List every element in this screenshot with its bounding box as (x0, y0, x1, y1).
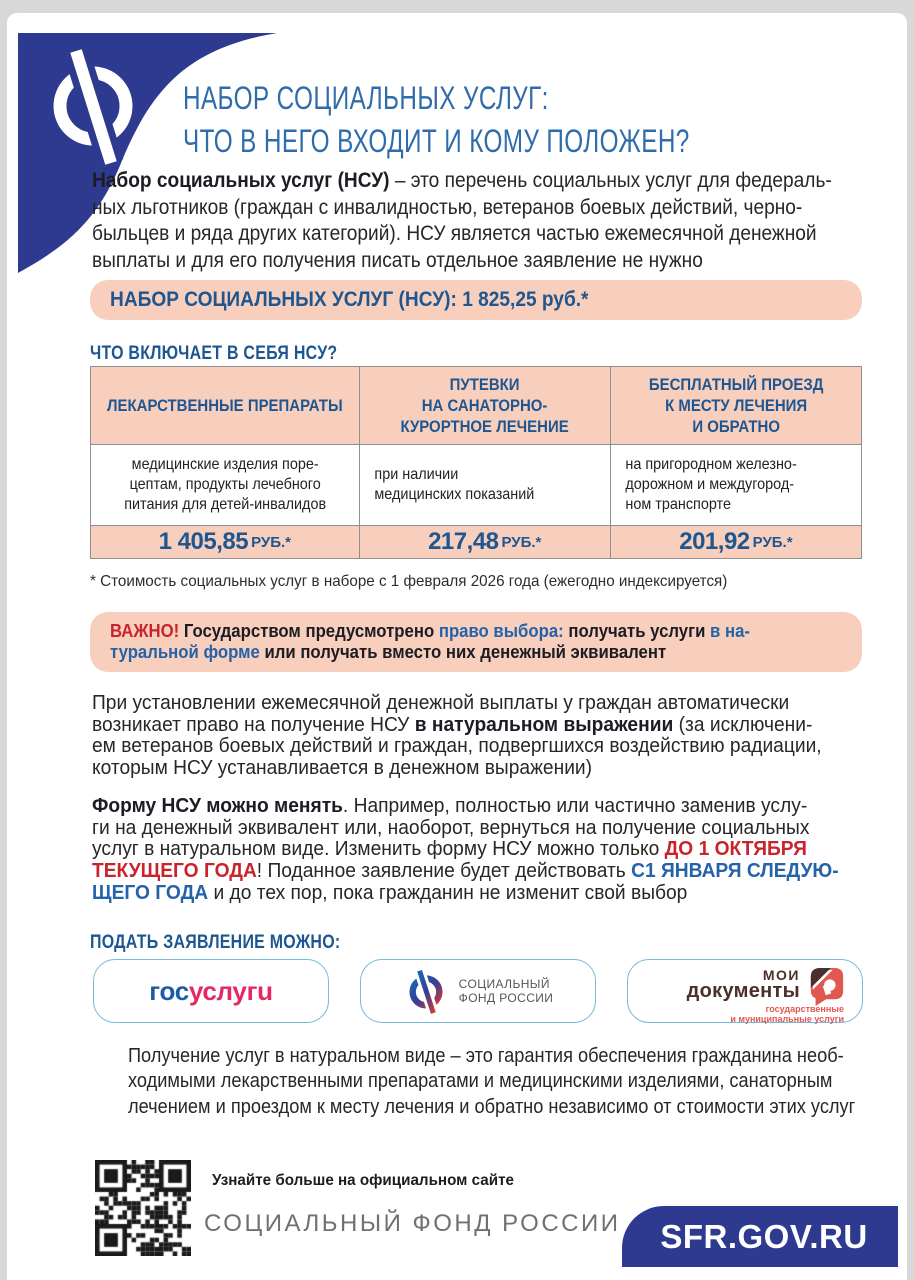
title-line: ЧТО В НЕГО ВХОДИТ И КОМУ ПОЛОЖЕН? (183, 123, 690, 159)
text-segment: ных льготников (граждан с инвалидностью, ветеранов боевых действий, черно- (92, 195, 803, 219)
text-line: дорожном и междугород- (625, 476, 794, 493)
gosuslugi-logo: госуслугu (149, 975, 273, 1006)
text-line: И ОБРАТНО (692, 417, 780, 436)
sfr-card[interactable] (360, 959, 596, 1023)
text-segment: ЩЕГО ГОДА (92, 881, 209, 904)
text-line (92, 715, 822, 737)
table-price-cell (360, 526, 610, 558)
mfc-line1: МОИ (762, 967, 800, 983)
text-segment: и до тех пор, пока гражданин не изменит свой выбор (208, 881, 688, 904)
apply-channels (93, 959, 865, 1023)
text-segment: быльцев и ряда других категорий). НСУ является частью ежемесячной денежной (92, 222, 817, 245)
text-line: ПУТЕВКИ (449, 375, 520, 394)
gosuslugi-card[interactable] (93, 959, 329, 1023)
nsu-price-banner (90, 280, 862, 320)
table-desc-cell (91, 445, 359, 526)
page-title (183, 77, 690, 163)
price-value: 217,48 (428, 528, 499, 555)
site-url: SFR.GOV.RU (660, 1217, 868, 1255)
text-line: К МЕСТУ ЛЕЧЕНИЯ (664, 396, 807, 415)
table-price-cell (91, 526, 359, 558)
text-line: медицинских показаний (374, 486, 535, 503)
moi-dokumenty-icon (808, 966, 846, 1006)
natural-form-paragraph (128, 1044, 855, 1120)
price-unit: РУБ.* (501, 533, 542, 551)
table-column-sanatorium (360, 367, 611, 558)
text-line: КУРОРТНОЕ ЛЕЧЕНИЕ (400, 417, 569, 436)
site-link[interactable] (622, 1206, 898, 1267)
text-segment: в натуральном выражении (414, 713, 674, 736)
text-segment: туральной форме (110, 642, 265, 662)
table-column-medicines (91, 367, 360, 558)
table-price-cell (611, 526, 861, 558)
text-line: на пригородном железно- (625, 456, 797, 473)
text-line: ЛЕКАРСТВЕННЫЕ ПРЕПАРАТЫ (107, 396, 343, 415)
includes-heading: ЧТО ВКЛЮЧАЕТ В СЕБЯ НСУ? (90, 343, 338, 364)
sfr-logo-icon (403, 965, 449, 1017)
qr-code (95, 1160, 191, 1256)
text-segment: Форму НСУ можно менять (92, 795, 343, 817)
price-value: 201,92 (679, 528, 750, 555)
text-line: питания для детей-инвалидов (123, 496, 326, 513)
text-segment: право выбора: (438, 621, 569, 641)
moi-dokumenty-card[interactable] (627, 959, 863, 1023)
text-line: цептам, продукты лечебного (129, 476, 321, 493)
nsu-table (90, 366, 862, 559)
text-segment: . Например, полностью или частично заменив услу- (342, 795, 808, 817)
poster-page (7, 13, 907, 1280)
text-line (92, 736, 822, 758)
text-segment: ВАЖНО! (110, 621, 184, 641)
mfc-subtitle: и муниципальные услуги (730, 1014, 844, 1024)
text-segment: получать услуги (568, 621, 711, 641)
text-line: БЕСПЛАТНЫЙ ПРОЕЗД (648, 375, 824, 394)
text-line: при наличии (374, 466, 458, 483)
text-segment: ходимыми лекарственными препаратами и медицинскими изделиями, санаторным (127, 1070, 833, 1093)
table-header-cell (360, 367, 610, 445)
text-segment: которым НСУ устанавливается в денежном выражении) (92, 757, 593, 780)
text-segment: ! Поданное заявление будет действовать (256, 860, 632, 883)
text-line (92, 195, 832, 222)
text-segment: С1 ЯНВАРЯ СЛЕДУЮ- (631, 860, 839, 883)
text-segment: выплаты и для его получения писать отдельное заявление не нужно (92, 248, 703, 272)
text-segment: или получать вместо них денежный эквивалент (264, 642, 667, 662)
mfc-line2: документы (686, 980, 800, 1002)
text-line: ном транспорте (625, 496, 731, 513)
text-segment: Государством предусмотрено (183, 621, 439, 641)
apply-heading: ПОДАТЬ ЗАЯВЛЕНИЕ МОЖНО: (90, 932, 341, 953)
text-line (92, 796, 839, 818)
text-segment: в на- (710, 621, 750, 641)
text-segment: ги на денежный эквивалент или, наоборот, вернуться на получение социальных (92, 816, 810, 839)
price-value: 1 405,85 (158, 528, 249, 555)
text-line (92, 839, 839, 861)
text-segment: ДО 1 ОКТЯБРЯ (664, 838, 807, 861)
sfr-card-label: СОЦИАЛЬНЫЙ ФОНД РОССИИ (458, 977, 554, 1005)
text-line (92, 248, 832, 275)
title-line: НАБОР СОЦИАЛЬНЫХ УСЛУГ: (183, 80, 549, 116)
text-line (92, 168, 832, 195)
table-desc-cell (611, 445, 861, 526)
nsu-price-text: НАБОР СОЦИАЛЬНЫХ УСЛУГ (НСУ): 1 825,25 руб.* (110, 288, 589, 311)
change-form-paragraph (92, 796, 839, 905)
text-segment: Получение услуг в натуральном виде – это гарантия обеспечения гражданина необ- (127, 1045, 844, 1067)
text-line (92, 883, 839, 905)
text-line (92, 861, 839, 883)
text-line (110, 621, 791, 642)
text-line: НА САНАТОРНО- (421, 396, 548, 415)
text-line: медицинские изделия поре- (131, 456, 319, 473)
table-header-cell (611, 367, 861, 445)
text-segment: возникает право на получение НСУ (92, 713, 415, 736)
table-header-cell (91, 367, 359, 445)
footer-hint: Узнайте больше на официальном сайте (212, 1172, 514, 1189)
table-desc-cell (360, 445, 610, 526)
footer-org-name: СОЦИАЛЬНЫЙ ФОНД РОССИИ (204, 1210, 621, 1237)
text-segment: – это перечень социальных услуг для федераль- (389, 169, 832, 192)
edv-paragraph (92, 693, 822, 780)
price-footnote: * Стоимость социальных услуг в наборе с 1 февраля 2026 года (ежегодно индексируется) (90, 573, 728, 590)
intro-paragraph (92, 168, 832, 274)
text-line (128, 1044, 855, 1069)
important-text (110, 621, 791, 663)
text-line (92, 758, 822, 780)
moi-dokumenty-logo (628, 960, 862, 1022)
text-segment: ТЕКУЩЕГО ГОДА (92, 860, 257, 883)
table-column-transport (611, 367, 861, 558)
text-segment: При установлении ежемесячной денежной выплаты у граждан автоматически (92, 692, 790, 714)
mfc-subtitle: государственные (765, 1004, 844, 1014)
text-line (92, 693, 822, 715)
text-segment: (за исключени- (673, 713, 813, 736)
text-segment: ем ветеранов боевых действий и граждан, подвергшихся воздействию радиации, (92, 735, 822, 758)
text-line (128, 1095, 855, 1120)
text-line (110, 642, 791, 663)
text-line (92, 221, 832, 248)
text-segment: услуг в натуральном виде. Изменить форму НСУ можно только (92, 838, 665, 861)
important-banner (90, 612, 862, 672)
text-segment: лечением и проездом к месту лечения и обратно независимо от стоимости этих услуг (127, 1095, 856, 1118)
text-line (92, 818, 839, 840)
price-unit: РУБ.* (752, 533, 793, 551)
price-unit: РУБ.* (251, 533, 291, 551)
text-line (128, 1069, 855, 1094)
text-segment: Набор социальных услуг (НСУ) (92, 169, 390, 192)
